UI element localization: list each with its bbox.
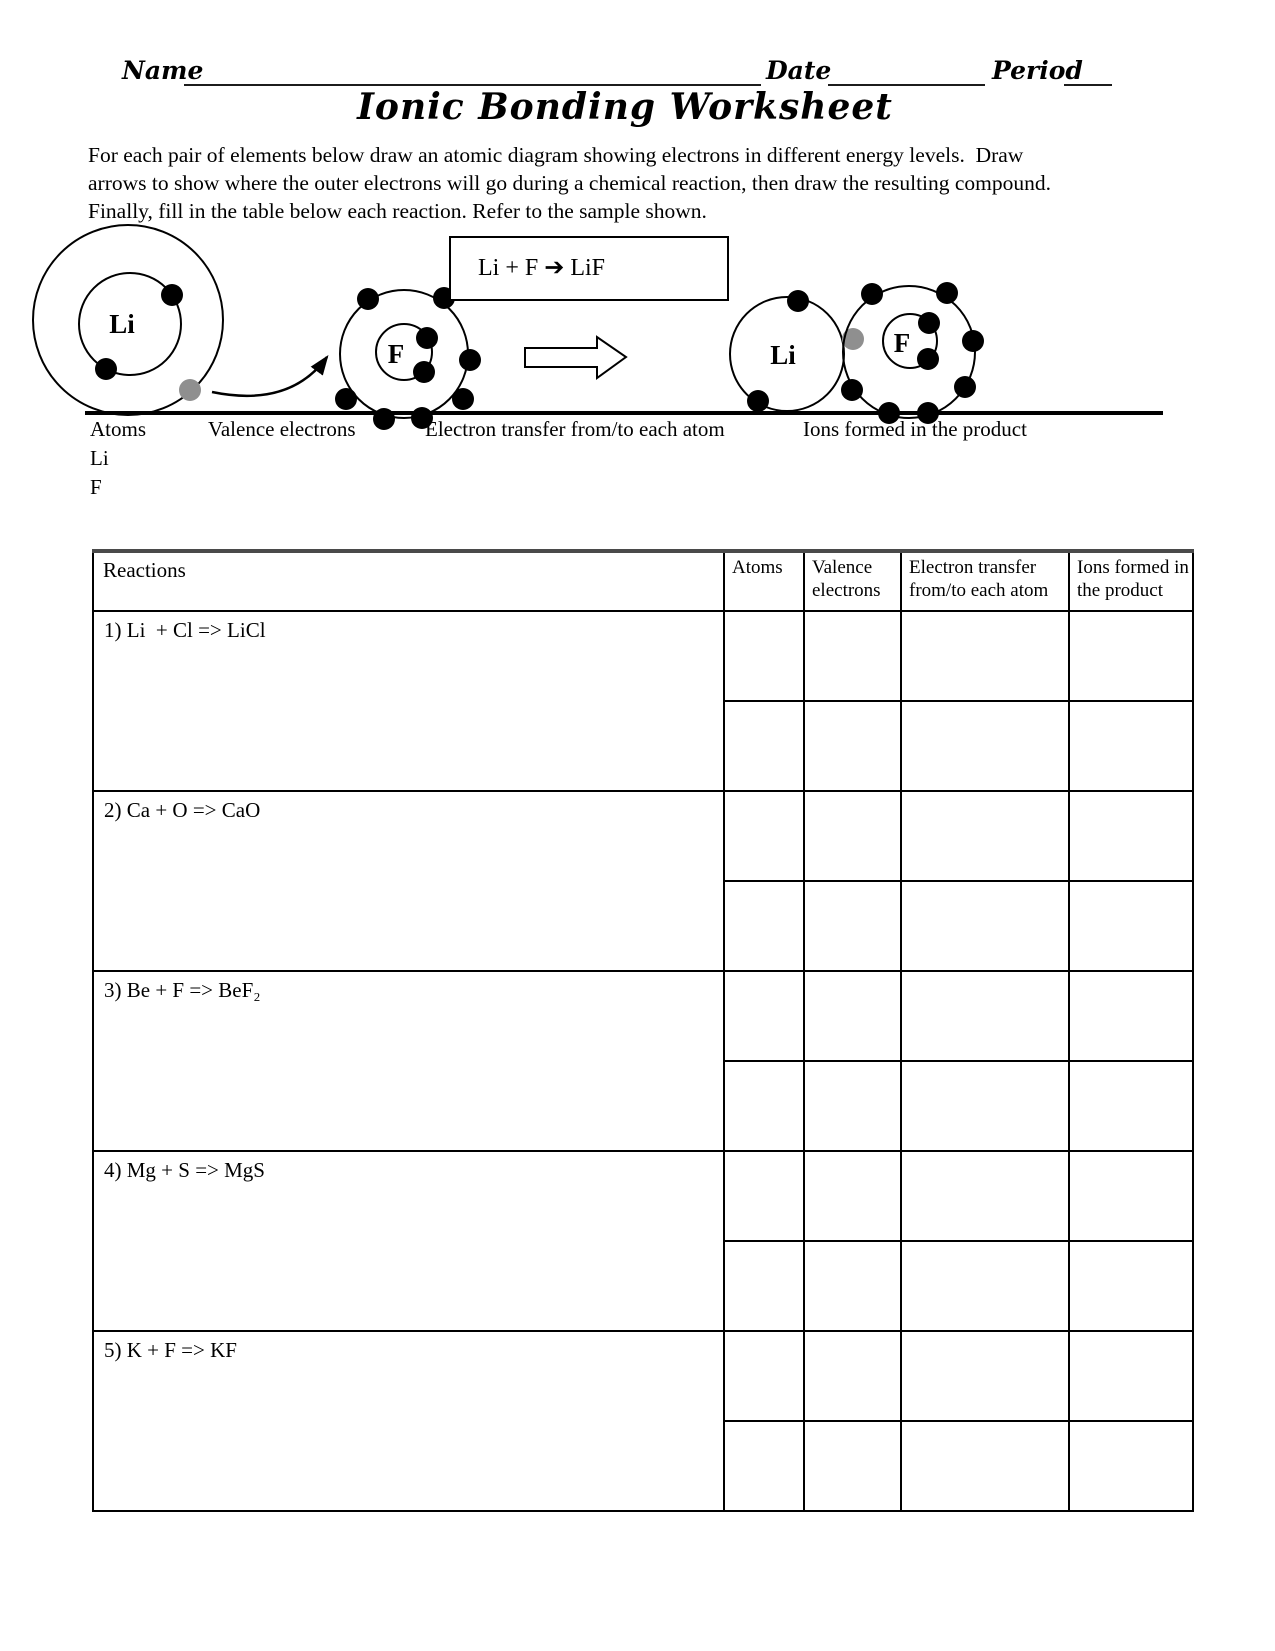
sample-col-transfer: Electron transfer from/to each atom [425,417,725,441]
electron-dot [95,358,117,380]
answer-cell[interactable] [804,611,901,701]
electron-dot [861,283,883,305]
li-reactant-label: Li [109,309,135,339]
answer-cell[interactable] [1069,701,1193,791]
answer-cell[interactable] [901,611,1069,701]
header-transfer: Electron transfer from/to each atom [901,551,1069,611]
reaction-label-3: 3) Be + F => BeF₂ [93,971,724,1151]
answer-cell[interactable] [804,881,901,971]
answer-cell[interactable] [724,1061,804,1151]
answer-cell[interactable] [804,971,901,1061]
answer-cell[interactable] [724,971,804,1061]
equation-text: Li + F ➔ LiF [478,255,605,281]
sample-atom-li: Li [90,446,109,470]
instructions-line-1: For each pair of elements below draw an atomic diagram showing electrons in different energy levels. Draw [88,143,1024,167]
answer-cell[interactable] [804,701,901,791]
answer-cell[interactable] [1069,1241,1193,1331]
answer-cell[interactable] [901,881,1069,971]
page-title: Ionic Bonding Worksheet [357,86,893,128]
answer-cell[interactable] [901,1151,1069,1241]
f-product-label: F [893,328,911,358]
answer-cell[interactable] [901,1421,1069,1511]
reaction-label-1: 1) Li + Cl => LiCl [93,611,724,791]
sample-col-ions: Ions formed in the product [803,417,1027,441]
table-row [93,791,1193,881]
header-atoms: Atoms [724,551,804,611]
answer-cell[interactable] [1069,1061,1193,1151]
answer-cell[interactable] [804,1241,901,1331]
answer-cell[interactable] [901,971,1069,1061]
answer-cell[interactable] [724,1331,804,1421]
answer-cell[interactable] [804,1061,901,1151]
answer-cell[interactable] [1069,881,1193,971]
answer-cell[interactable] [1069,1151,1193,1241]
header-valence: Valence electrons [804,551,901,611]
instructions-line-2: arrows to show where the outer electrons will go during a chemical reaction, then draw the resulting compound. [88,171,1052,195]
period-label: Period [992,56,1083,85]
name-label: Name [122,56,204,85]
header-ions: Ions formed in the product [1069,551,1193,611]
li-atom-diagram [33,225,223,415]
transfer-arrow-icon [212,357,327,396]
reaction-label-2: 2) Ca + O => CaO [93,791,724,971]
electron-dot [936,282,958,304]
answer-cell[interactable] [724,701,804,791]
answer-cell[interactable] [901,701,1069,791]
table-row [93,971,1193,1061]
sample-col-valence: Valence electrons [208,417,356,441]
lif-product-diagram [730,282,984,424]
answer-cell[interactable] [724,1421,804,1511]
electron-dot [841,379,863,401]
answer-cell[interactable] [804,791,901,881]
f-atom-diagram [335,287,481,430]
electron-dot [452,388,474,410]
reaction-label-4: 4) Mg + S => MgS [93,1151,724,1331]
answer-cell[interactable] [1069,611,1193,701]
answer-cell[interactable] [1069,1331,1193,1421]
answer-cell[interactable] [724,791,804,881]
answer-cell[interactable] [901,1241,1069,1331]
answer-cell[interactable] [901,791,1069,881]
answer-cell[interactable] [724,1151,804,1241]
table-row [93,1151,1193,1241]
answer-cell[interactable] [804,1331,901,1421]
answer-cell[interactable] [1069,1421,1193,1511]
reaction-label-5: 5) K + F => KF [93,1331,724,1511]
electron-dot [161,284,183,306]
electron-dot [416,327,438,349]
table-header-row [93,551,1193,611]
answer-cell[interactable] [1069,971,1193,1061]
electron-dot [459,349,481,371]
equation-box [450,237,728,300]
answer-cell[interactable] [1069,791,1193,881]
electron-dot [954,376,976,398]
electron-dot [917,348,939,370]
answer-cell[interactable] [901,1061,1069,1151]
answer-cell[interactable] [901,1331,1069,1421]
electron-dot [787,290,809,312]
electron-dot [962,330,984,352]
sample-col-atoms: Atoms [90,417,147,441]
section-divider [85,411,1163,415]
sample-atom-f: F [90,475,102,499]
table-row [93,611,1193,701]
answer-cell[interactable] [724,1241,804,1331]
electron-dot [413,361,435,383]
electron-dot [357,288,379,310]
answer-cell[interactable] [724,611,804,701]
table-row [93,1331,1193,1421]
date-label: Date [766,56,832,85]
answer-cell[interactable] [804,1421,901,1511]
instructions-line-3: Finally, fill in the table below each reaction. Refer to the sample shown. [88,199,707,223]
transferred-electron-dot [179,379,201,401]
reaction-arrow-icon [525,337,626,378]
answer-cell[interactable] [804,1151,901,1241]
reactions-table [92,549,1194,1512]
electron-dot [335,388,357,410]
li-product-label: Li [770,340,796,370]
electron-dot [747,390,769,412]
electron-dot [918,312,940,334]
f-reactant-label: F [387,339,405,369]
answer-cell[interactable] [724,881,804,971]
header-reactions: Reactions [93,551,724,611]
